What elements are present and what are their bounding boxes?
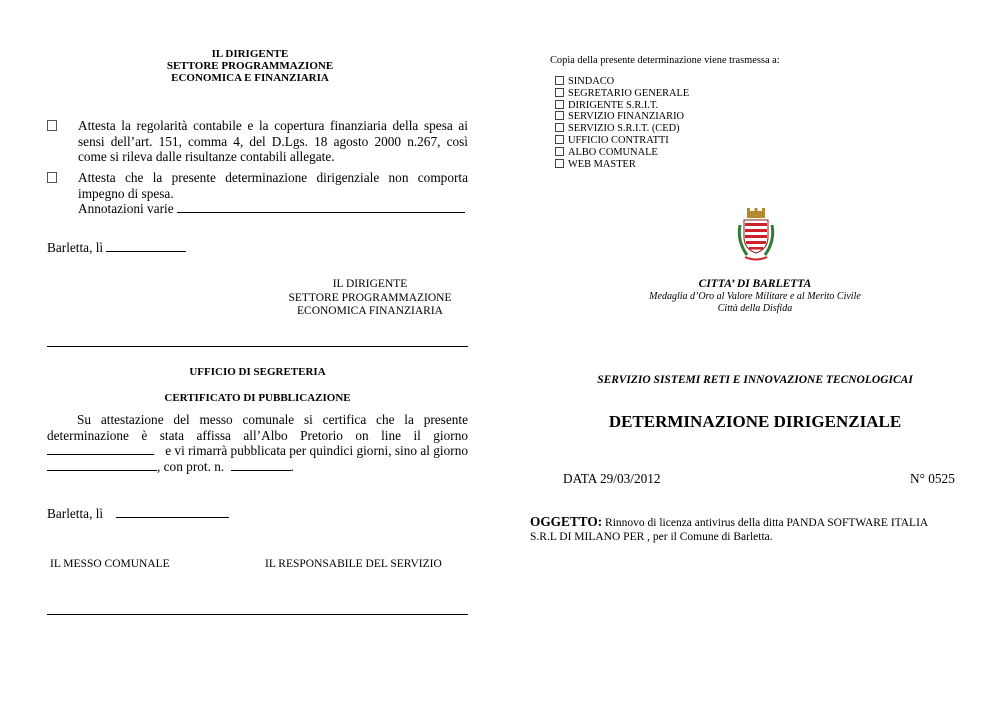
city-medal: Medaglia d’Oro al Valore Militare e al Merito Civile: [649, 291, 861, 302]
subject-block: [530, 515, 960, 544]
protocol-field[interactable]: [231, 459, 291, 471]
header-line: ECONOMICA E FINANZIARIA: [171, 72, 329, 84]
attest-line: Attesta la regolarità contabile e la copertura finanziaria della spesa ai: [78, 118, 468, 133]
attest-line: impegno di spesa.: [78, 185, 174, 201]
bottom-divider: [47, 614, 468, 615]
attest-line: sensi dell’art. 151, comma 4, del D.Lgs. 18 agosto 2000 n.267, così: [78, 133, 468, 149]
responsabile-servizio: IL RESPONSABILE DEL SERVIZIO: [265, 558, 442, 570]
recipient-item: [555, 111, 689, 123]
dirigente-header: [150, 48, 350, 84]
checkbox-icon[interactable]: [555, 111, 564, 120]
date-field[interactable]: [106, 240, 186, 252]
recipient-label: SERVIZIO S.R.I.T. (CED): [568, 123, 680, 135]
place-date-label: Barletta, lì: [47, 240, 104, 255]
checkbox-icon[interactable]: [555, 100, 564, 109]
certificate-line: , con prot. n. .: [47, 459, 468, 475]
checkbox-icon[interactable]: [47, 120, 57, 131]
annotations-field[interactable]: [177, 201, 465, 213]
header-line: IL DIRIGENTE: [211, 48, 289, 60]
certificate-title: CERTIFICATO DI PUBBLICAZIONE: [164, 392, 351, 404]
recipient-item: [555, 159, 689, 171]
ufficio-segreteria: UFFICIO DI SEGRETERIA: [189, 366, 326, 378]
recipient-item: [555, 76, 689, 88]
checkbox-icon[interactable]: [555, 147, 564, 156]
signature-line: IL DIRIGENTE: [332, 278, 408, 290]
recipient-label: WEB MASTER: [568, 158, 636, 170]
attest-line: Attesta che la presente determinazione dirigenziale non comporta: [78, 170, 468, 185]
place-date-label: Barletta, lì: [47, 506, 104, 521]
affissione-date-field[interactable]: [47, 443, 154, 455]
checkbox-icon[interactable]: [555, 159, 564, 168]
annotations-row: [78, 201, 468, 217]
document-title: DETERMINAZIONE DIRIGENZIALE: [608, 412, 902, 431]
place-date-row: [47, 240, 186, 256]
checkbox-icon[interactable]: [47, 172, 57, 183]
recipient-label: SEGRETARIO GENERALE: [568, 87, 690, 99]
checkbox-icon[interactable]: [555, 88, 564, 97]
recipient-label: UFFICIO CONTRATTI: [568, 134, 669, 146]
recipient-item: [555, 135, 689, 147]
attest-regolarita: [78, 118, 468, 165]
signature-line: ECONOMICA FINANZIARIA: [297, 305, 443, 317]
certificate-text-part: e vi rimarrà pubblicata per quindici giorni, sino al giorno: [165, 443, 468, 458]
signature-line: SETTORE PROGRAMMAZIONE: [288, 291, 452, 304]
service-name: SERVIZIO SISTEMI RETI E INNOVAZIONE TECNOLOGICAI: [597, 374, 913, 386]
recipient-label: SERVIZIO FINANZIARIO: [568, 111, 685, 123]
subject-text: S.R.L DI MILANO PER , per il Comune di Barletta.: [530, 531, 773, 543]
recipient-item: [555, 147, 689, 159]
certificate-line: [47, 443, 468, 459]
recipient-item: [555, 123, 689, 135]
section-divider: [47, 346, 468, 347]
attest-impegno: [78, 170, 468, 217]
document-date: DATA 29/03/2012: [563, 471, 661, 486]
header-line: SETTORE PROGRAMMAZIONE: [166, 60, 334, 72]
recipients-list: [555, 76, 689, 170]
annotations-label: Annotazioni varie: [78, 201, 174, 216]
checkbox-icon[interactable]: [555, 76, 564, 85]
recipient-label: SINDACO: [568, 76, 615, 87]
recipient-item: [555, 88, 689, 100]
place-date-row-2: [47, 506, 229, 522]
certificate-line: determinazione è stata affissa all’Albo Pretorio on line il giorno: [47, 427, 468, 443]
end-date-field[interactable]: [47, 459, 157, 471]
recipient-label: DIRIGENTE S.R.I.T.: [568, 99, 659, 111]
barletta-crest-icon: [735, 207, 777, 263]
checkbox-icon[interactable]: [555, 123, 564, 132]
attest-line: come si rileva dalle risultanze contabili allegate.: [78, 149, 335, 164]
subject-label: OGGETTO:: [530, 514, 603, 529]
certificate-line: Su attestazione del messo comunale si certifica che la presente: [77, 412, 468, 427]
certificate-text: [47, 412, 468, 474]
city-disfida: Città della Disfida: [717, 303, 793, 314]
document-number: N° 0525: [910, 471, 955, 486]
messo-comunale: IL MESSO COMUNALE: [50, 558, 170, 570]
copy-intro: Copia della presente determinazione viene trasmessa a:: [550, 55, 780, 66]
city-name: CITTA’ DI BARLETTA: [698, 278, 812, 290]
date-field[interactable]: [116, 506, 229, 518]
checkbox-icon[interactable]: [555, 135, 564, 144]
dirigente-signature: [285, 278, 455, 319]
recipient-label: ALBO COMUNALE: [568, 146, 658, 158]
subject-text: Rinnovo di licenza antivirus della ditta PANDA SOFTWARE ITALIA: [602, 517, 929, 529]
recipient-item: [555, 100, 689, 112]
certificate-text-part: , con prot. n.: [157, 458, 225, 474]
